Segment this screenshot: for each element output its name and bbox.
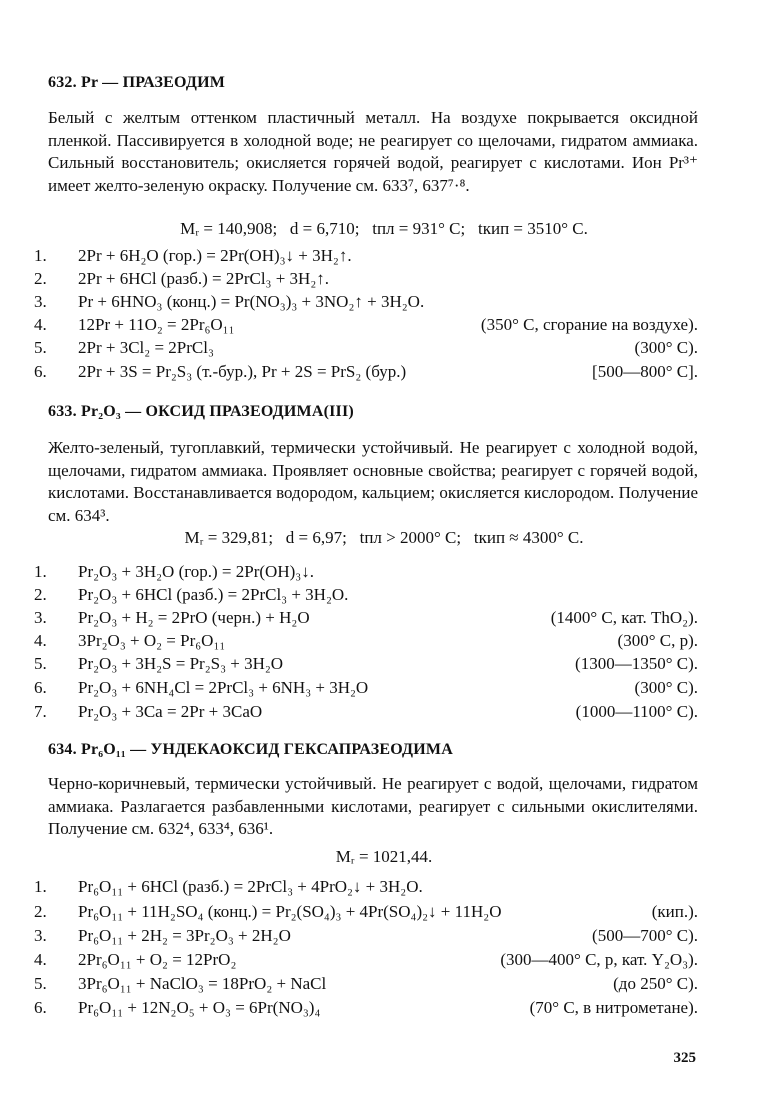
reaction-equation: 2Pr + 3S = Pr₂S₃ (т.-бур.), Pr + 2S = PrS₂ (бур.) bbox=[78, 362, 407, 381]
reaction-equation: Pr₆O₁₁ + 6HCl (разб.) = 2PrCl₃ + 4PrO₂↓ + 3H₂O. bbox=[78, 877, 423, 896]
reaction-row bbox=[34, 901, 698, 923]
reaction-conditions: (1000—1100° C). bbox=[575, 702, 698, 721]
reaction-number: 1. bbox=[34, 877, 47, 896]
reaction-row bbox=[34, 701, 698, 723]
reaction-number: 4. bbox=[34, 631, 47, 650]
reaction-conditions: (300—400° C, p, кат. Y₂O₃). bbox=[500, 950, 698, 969]
reaction-number: 1. bbox=[34, 246, 47, 265]
reaction-equation: 3Pr₂O₃ + O₂ = Pr₆O₁₁ bbox=[78, 631, 226, 650]
reaction-number: 7. bbox=[34, 702, 47, 721]
reaction-conditions: (кип.). bbox=[651, 902, 698, 921]
reaction-row bbox=[34, 607, 698, 629]
reaction-row bbox=[34, 949, 698, 971]
reaction-equation: Pr₆O₁₁ + 12N₂O₅ + O₃ = 6Pr(NO₃)₄ bbox=[78, 998, 321, 1017]
section-heading: 633. Pr₂O₃ — ОКСИД ПРАЗЕОДИМА(III) bbox=[48, 403, 354, 420]
reaction-number: 4. bbox=[34, 315, 47, 334]
reaction-number: 6. bbox=[34, 678, 47, 697]
reaction-number: 5. bbox=[34, 338, 47, 357]
reaction-equation: Pr₂O₃ + 6NH₄Cl = 2PrCl₃ + 6NH₃ + 3H₂O bbox=[78, 678, 369, 697]
reaction-row bbox=[34, 973, 698, 995]
reaction-number: 3. bbox=[34, 608, 47, 627]
reaction-equation: Pr₂O₃ + 3H₂O (гор.) = 2Pr(OH)₃↓. bbox=[78, 562, 314, 581]
reaction-equation: Pr₂O₃ + 6HCl (разб.) = 2PrCl₃ + 3H₂O. bbox=[78, 585, 349, 604]
reaction-conditions: (350° C, сгорание на воздухе). bbox=[480, 315, 698, 334]
reaction-number: 6. bbox=[34, 362, 47, 381]
reaction-row bbox=[34, 314, 698, 336]
reaction-equation: 2Pr₆O₁₁ + O₂ = 12PrO₂ bbox=[78, 950, 237, 969]
reaction-row bbox=[34, 561, 698, 583]
reaction-equation: 2Pr + 6H₂O (гор.) = 2Pr(OH)₃↓ + 3H₂↑. bbox=[78, 246, 352, 265]
reaction-row bbox=[34, 653, 698, 675]
reaction-conditions: (300° C, p). bbox=[617, 631, 698, 650]
reaction-equation: 12Pr + 11O₂ = 2Pr₆O₁₁ bbox=[78, 315, 235, 334]
reaction-row bbox=[34, 925, 698, 947]
reaction-number: 1. bbox=[34, 562, 47, 581]
section-description: Белый с желтым оттенком пластичный металл. На воздухе покрывается оксидной пленкой. Пассивируется в холодной воде; не реагирует со щелочами, гидратом аммиака. Сильный восстановитель; окисляется горячей водой, реагирует с кислотами. Ион Pr³⁺ имеет желто-зеленую окраску. Получение см. 633⁷, 637⁷·⁸. bbox=[48, 108, 698, 195]
reaction-equation: Pr₂O₃ + 3H₂S = Pr₂S₃ + 3H₂O bbox=[78, 654, 284, 673]
reaction-number: 3. bbox=[34, 292, 47, 311]
reaction-row bbox=[34, 245, 698, 267]
reaction-row bbox=[34, 361, 698, 383]
reaction-number: 4. bbox=[34, 950, 47, 969]
section-description: Желто-зеленый, тугоплавкий, термически устойчивый. Не реагирует с холодной водой, щелочами, гидратом аммиака. Проявляет основные свойства; реагирует с горячей водой, кислотами. Восстанавливается водородом, кальцием; окисляется кислородом. Получение см. 634³. bbox=[48, 438, 698, 525]
reaction-row bbox=[34, 268, 698, 290]
reaction-number: 5. bbox=[34, 974, 47, 993]
reaction-conditions: (до 250° C). bbox=[613, 974, 698, 993]
reaction-conditions: (1300—1350° C). bbox=[575, 654, 698, 673]
reaction-conditions: (500—700° C). bbox=[592, 926, 698, 945]
reaction-conditions: (300° C). bbox=[634, 338, 698, 357]
reaction-conditions: (1400° C, кат. ThO₂). bbox=[550, 608, 698, 627]
reaction-equation: 3Pr₆O₁₁ + NaClO₃ = 18PrO₂ + NaCl bbox=[78, 974, 327, 993]
reaction-equation: 2Pr + 3Cl₂ = 2PrCl₃ bbox=[78, 338, 214, 357]
section-description: Черно-коричневый, термически устойчивый. Не реагирует с водой, щелочами, гидратом аммиака. Разлагается разбавленными кислотами, реагирует с сильными окислителями. Получение см. 632⁴, 633⁴, 636¹. bbox=[48, 774, 698, 838]
reaction-number: 2. bbox=[34, 902, 47, 921]
reaction-number: 5. bbox=[34, 654, 47, 673]
reaction-conditions: (70° C, в нитрометане). bbox=[529, 998, 698, 1017]
section-heading: 632. Pr — ПРАЗЕОДИМ bbox=[48, 74, 226, 91]
reaction-equation: Pr + 6HNO₃ (конц.) = Pr(NO₃)₃ + 3NO₂↑ + 3H₂O. bbox=[78, 292, 425, 311]
reaction-number: 2. bbox=[34, 269, 47, 288]
reaction-number: 3. bbox=[34, 926, 47, 945]
reaction-number: 6. bbox=[34, 998, 47, 1017]
section-constants: Mᵣ = 140,908; d = 6,710; tпл = 931° C; tкип = 3510° C. bbox=[180, 219, 588, 238]
reaction-conditions: [500—800° C]. bbox=[592, 362, 698, 381]
reaction-row bbox=[34, 997, 698, 1019]
reaction-row bbox=[34, 876, 698, 898]
reaction-equation: Pr₆O₁₁ + 2H₂ = 3Pr₂O₃ + 2H₂O bbox=[78, 926, 291, 945]
reaction-row bbox=[34, 584, 698, 606]
reaction-row bbox=[34, 677, 698, 699]
reaction-number: 2. bbox=[34, 585, 47, 604]
section-heading: 634. Pr₆O₁₁ — УНДЕКАОКСИД ГЕКСАПРАЗЕОДИМА bbox=[48, 741, 453, 758]
reaction-row bbox=[34, 337, 698, 359]
reaction-equation: Pr₂O₃ + 3Ca = 2Pr + 3CaO bbox=[78, 702, 263, 721]
reaction-equation: Pr₆O₁₁ + 11H₂SO₄ (конц.) = Pr₂(SO₄)₃ + 4Pr(SO₄)₂↓ + 11H₂O bbox=[78, 902, 502, 921]
page-number: 325 bbox=[673, 1050, 696, 1066]
reaction-row bbox=[34, 291, 698, 313]
section-constants: Mᵣ = 329,81; d = 6,97; tпл > 2000° C; tкип ≈ 4300° C. bbox=[184, 528, 584, 547]
section-constants: Mᵣ = 1021,44. bbox=[335, 847, 433, 866]
reaction-equation: 2Pr + 6HCl (разб.) = 2PrCl₃ + 3H₂↑. bbox=[78, 269, 330, 288]
reaction-conditions: (300° C). bbox=[634, 678, 698, 697]
reaction-equation: Pr₂O₃ + H₂ = 2PrO (черн.) + H₂O bbox=[78, 608, 310, 627]
reaction-row bbox=[34, 630, 698, 652]
